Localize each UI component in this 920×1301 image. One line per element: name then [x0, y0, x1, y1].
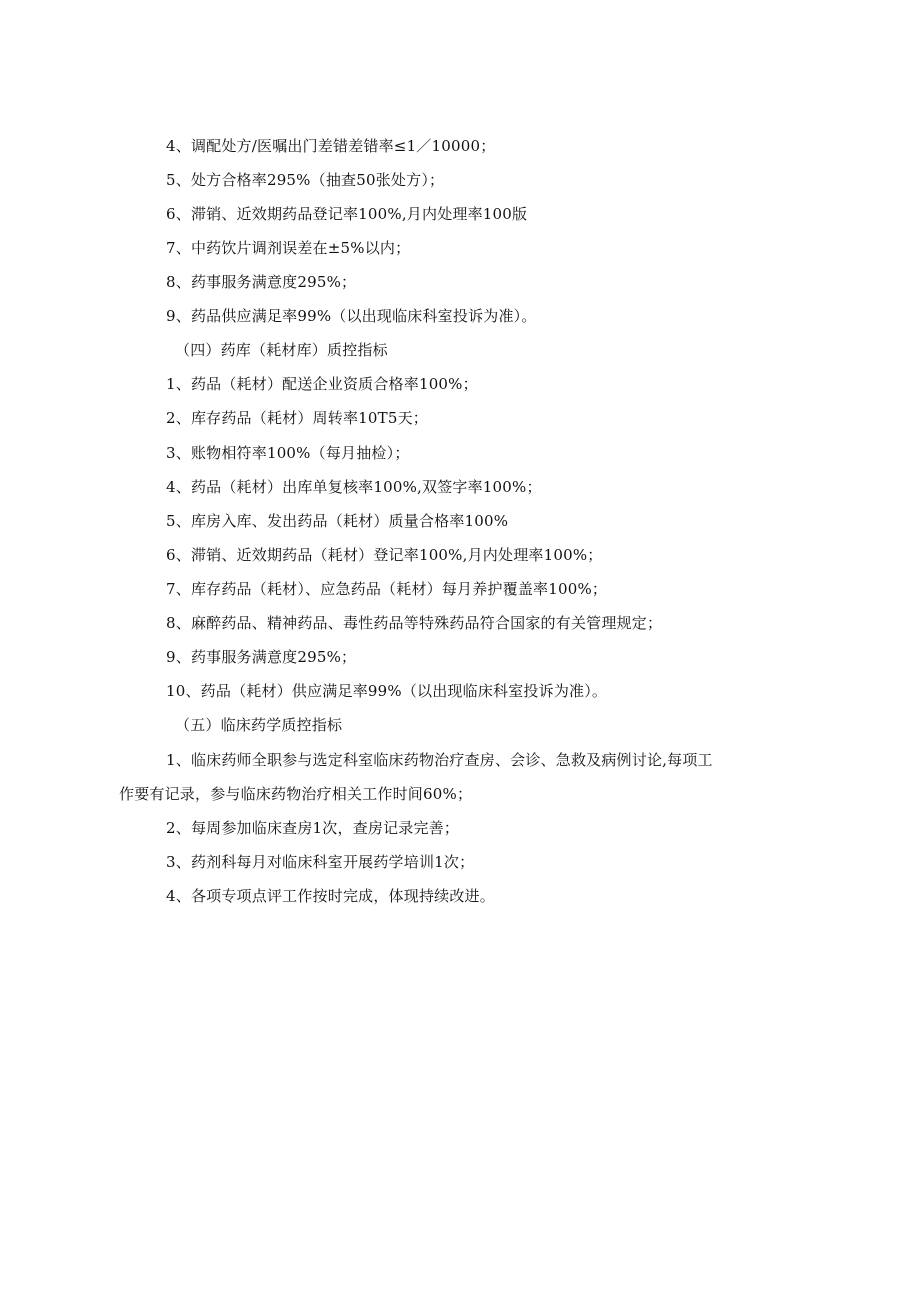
pharmacy-item-7: 7、中药饮片调剂误差在±5%以内；: [166, 239, 411, 257]
warehouse-item-5: 5、库房入库、发出药品（耗材）质量合格率100%: [166, 512, 509, 530]
warehouse-item-1: 1、药品（耗材）配送企业资质合格率100%；: [166, 375, 478, 393]
warehouse-item-7: 7、库存药品（耗材）、应急药品（耗材）每月养护覆盖率100%；: [166, 580, 608, 598]
clinical-item-4: 4、各项专项点评工作按时完成，体现持续改进。: [166, 887, 495, 905]
clinical-item-3: 3、药剂科每月对临床科室开展药学培训1次；: [166, 853, 475, 871]
warehouse-item-10: 10、药品（耗材）供应满足率99%（以出现临床科室投诉为准）。: [166, 682, 608, 700]
warehouse-item-9: 9、药事服务满意度295%；: [166, 648, 357, 666]
pharmacy-item-6: 6、滞销、近效期药品登记率100%,月内处理率100版: [166, 205, 528, 223]
warehouse-item-6: 6、滞销、近效期药品（耗材）登记率100%,月内处理率100%；: [166, 546, 603, 564]
clinical-item-1-line-2: 作要有记录，参与临床药物治疗相关工作时间60%；: [119, 785, 473, 803]
warehouse-item-3: 3、账物相符率100%（每月抽检）；: [166, 444, 410, 462]
pharmacy-item-9: 9、药品供应满足率99%（以出现临床科室投诉为准）。: [166, 307, 537, 325]
warehouse-item-2: 2、库存药品（耗材）周转率10T5天；: [166, 409, 428, 427]
pharmacy-item-4: 4、调配处方/医嘱出门差错差错率≤1／10000；: [166, 137, 496, 155]
pharmacy-item-8: 8、药事服务满意度295%；: [166, 273, 357, 291]
warehouse-item-8: 8、麻醉药品、精神药品、毒性药品等特殊药品符合国家的有关管理规定；: [166, 614, 663, 632]
warehouse-item-4: 4、药品（耗材）出库单复核率100%,双签字率100%；: [166, 478, 542, 496]
pharmacy-item-5: 5、处方合格率295%（抽查50张处方）；: [166, 171, 445, 189]
clinical-item-2: 2、每周参加临床查房1次，查房记录完善；: [166, 819, 460, 837]
clinical-section-heading: （五）临床药学质控指标: [175, 716, 343, 734]
clinical-item-1-line-1: 1、临床药师全职参与选定科室临床药物治疗查房、会诊、急救及病例讨论,每项工: [166, 751, 713, 769]
warehouse-section-heading: （四）药库（耗材库）质控指标: [175, 341, 388, 359]
